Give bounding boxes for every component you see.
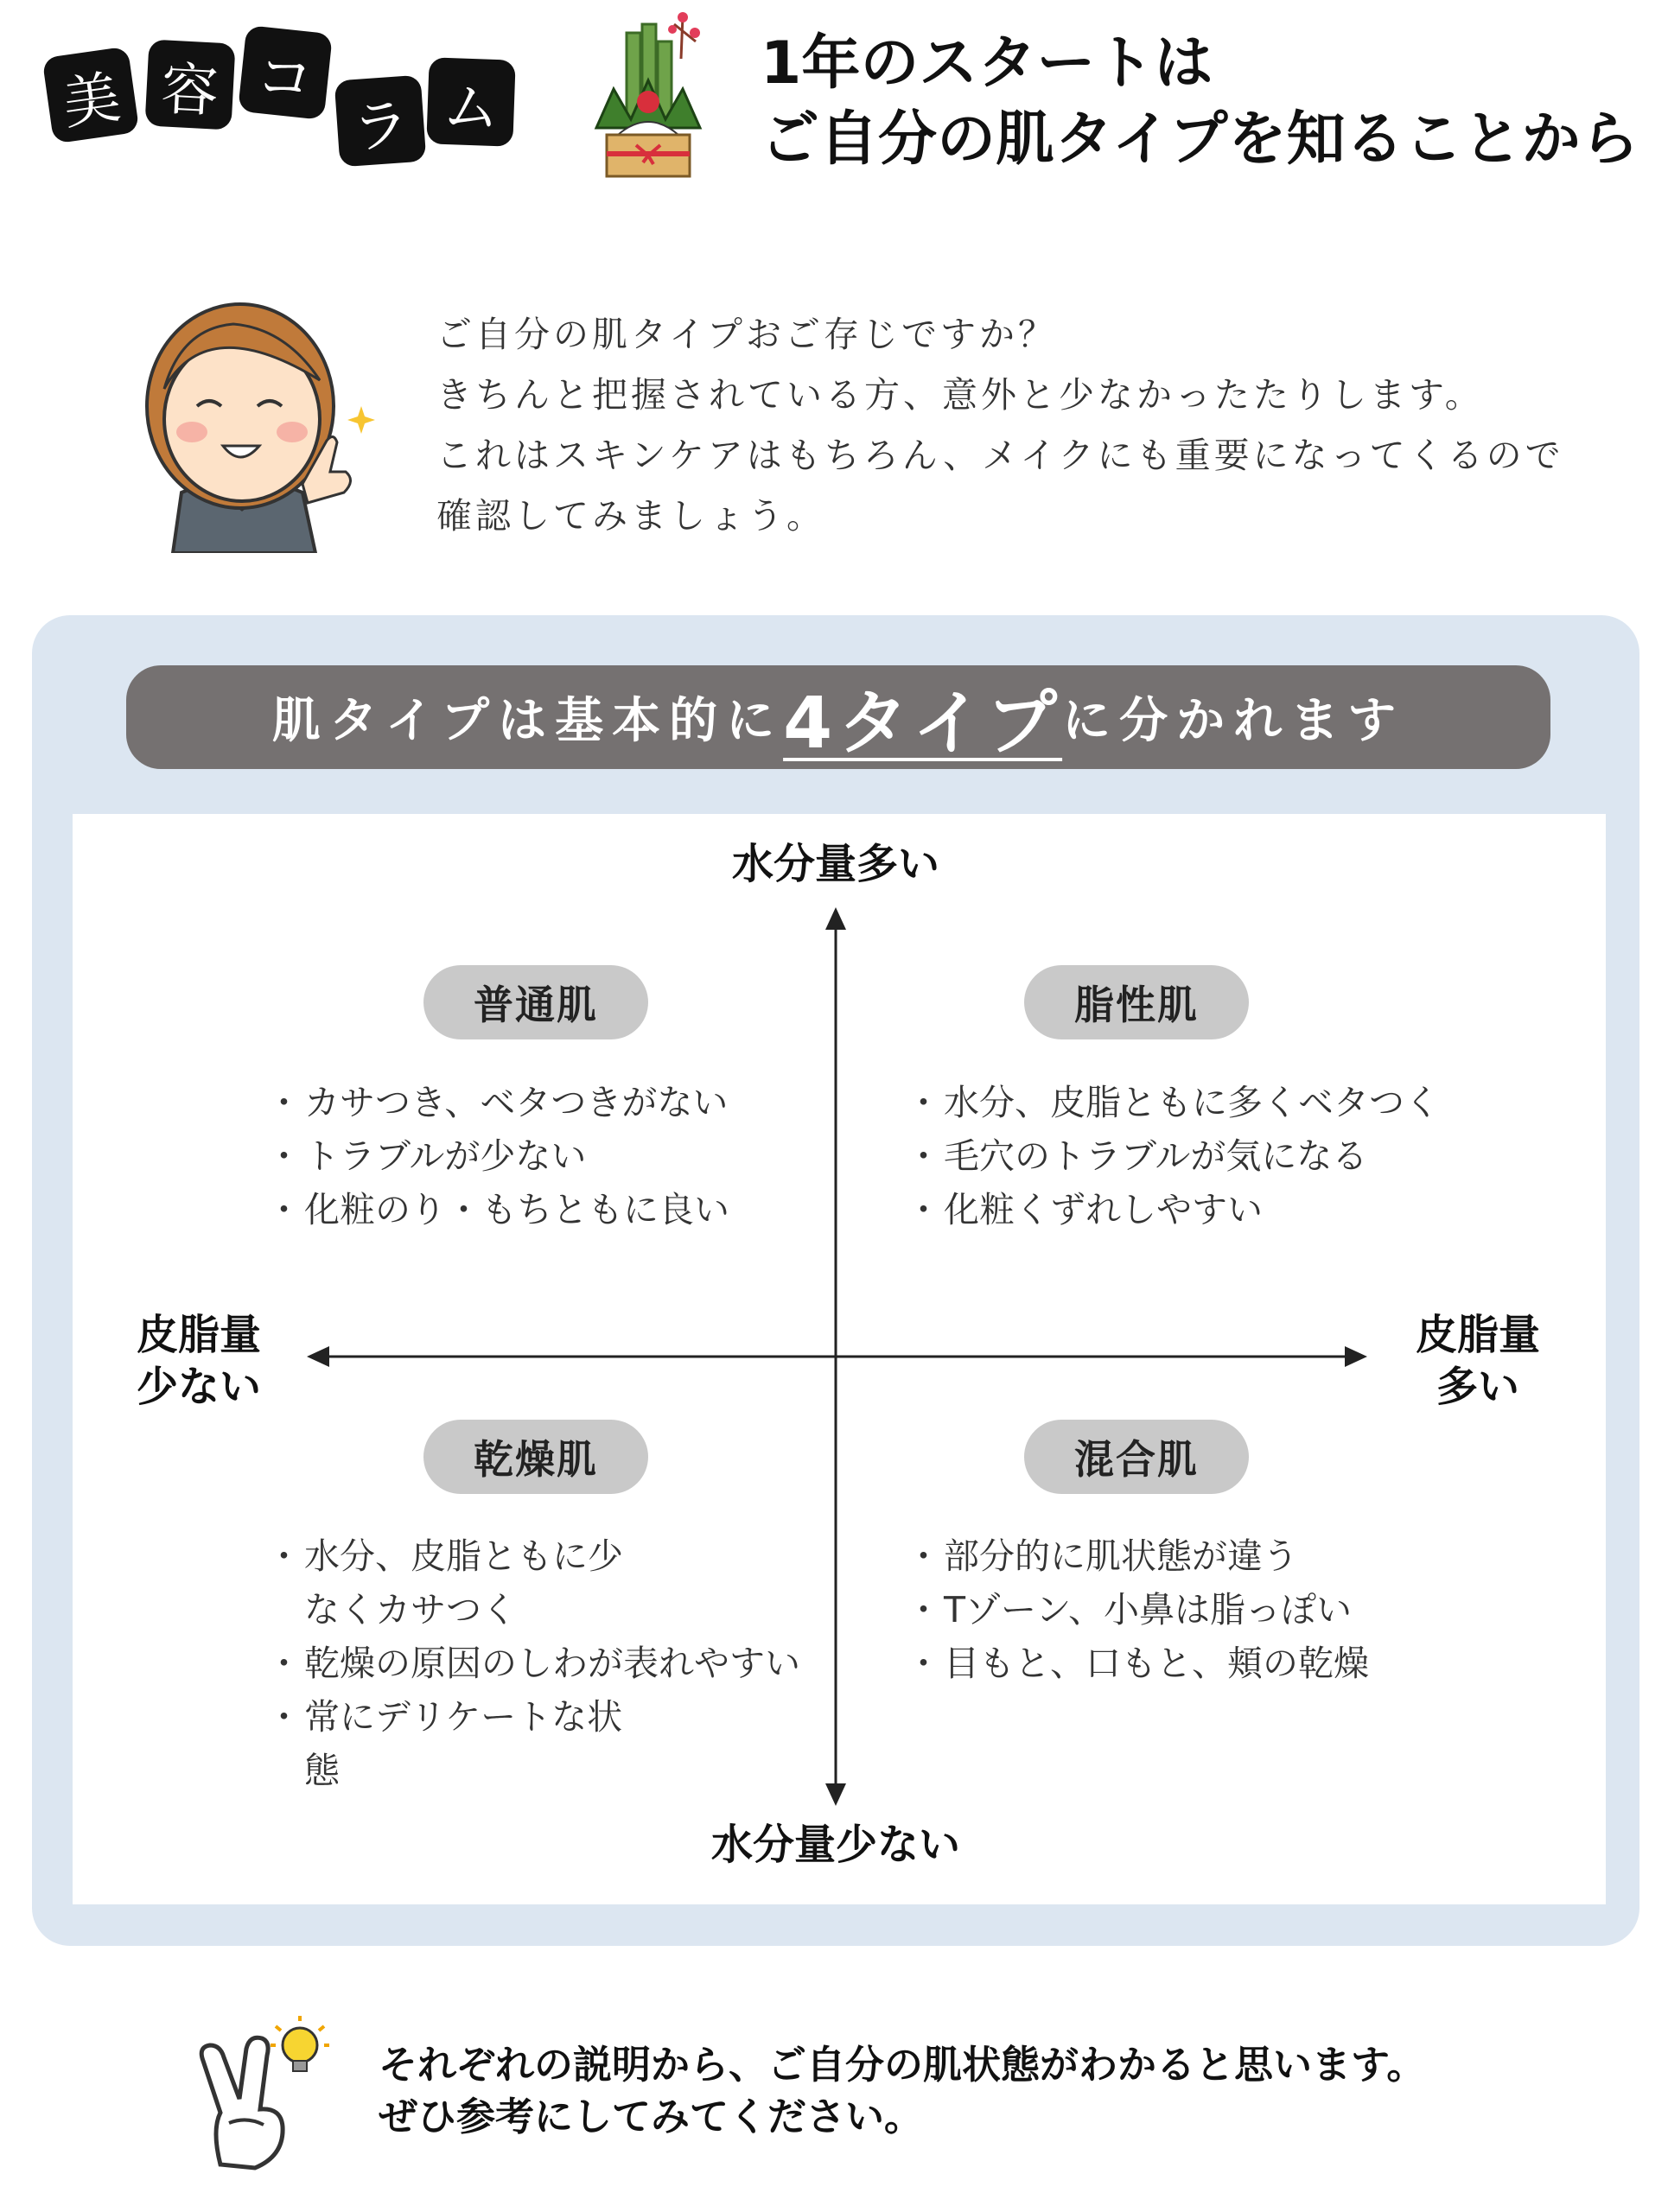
list-item: ・ 化粧くずれしやすい [916,1183,1469,1236]
list-item: ・ 部分的に肌状態が違う [916,1529,1469,1583]
axis-label-top: 水分量多い [731,840,939,888]
list-item: ・ トラブルが少ない [277,1129,795,1183]
list-item: ・ 乾燥の原因のしわが表れやすい [277,1637,857,1690]
axis-label-right-line-2: 多い [1436,1363,1519,1411]
list-item: ・ 目もと、口もと、頬の乾燥 [916,1637,1469,1690]
list-item: ・ 常にデリケートな状態 [277,1690,657,1797]
axis-label-right-line-1: 皮脂量 [1415,1311,1540,1359]
axis-arrow-right [1345,1346,1367,1367]
axis-arrow-left [307,1346,329,1367]
title-tile-3: コ [238,25,333,120]
normal-skin-points [277,1076,795,1236]
banner-suffix: に分かれます [1062,693,1405,749]
title-tile-5: ム [426,57,515,146]
list-item: ・ カサつき、ベタつきがない [277,1076,795,1129]
list-item: ・ 水分、皮脂ともに少なくカサつく [277,1529,657,1637]
list-item: ・ Tゾーン、小鼻は脂っぽい [916,1583,1469,1637]
peace-hand-lightbulb-icon [186,2009,350,2173]
closing-message [379,2039,1632,2143]
intro-line: これはスキンケアはもちろん、メイクにも重要になってくるので [436,435,1564,476]
list-item: ・ 水分、皮脂ともに多くベタつく [916,1076,1469,1129]
axis-label-left-line-2: 少ない [136,1363,261,1411]
list-item: ・ 化粧のり・もちともに良い [277,1183,795,1236]
title-tile-1: 美 [42,47,140,144]
dry-skin-points [277,1529,800,1797]
title-tile-2: 容 [144,39,235,130]
dry-skin-label: 乾燥肌 [423,1420,648,1494]
banner-emphasis: 4タイプ [783,682,1063,765]
axis-label-left [112,1309,285,1413]
title-tile-4: ラ [334,75,427,168]
intro-line: 確認してみましょう。 [436,495,825,537]
combination-skin-points [916,1529,1469,1690]
banner-prefix: 肌タイプは基本的に [271,693,784,749]
normal-skin-label: 普通肌 [423,965,648,1039]
page-title-line-2: ご自分の肌タイプを知ることから [761,105,1639,174]
axis-label-left-line-1: 皮脂量 [136,1311,261,1359]
closing-message-line-1: それぞれの説明から、ご自分の肌状態がわかると思います。 [379,2042,1426,2088]
intro-line: ご自分の肌タイプおご存じですか？ [436,314,1057,355]
closing-message-line-2: ぜひ参考にしてみてください。 [379,2094,924,2139]
page-title-line-1: 1年のスタートは [761,29,1213,98]
intro-line: きちんと把握されている方、意外と少なかったたりします。 [436,374,1484,416]
combination-skin-label: 混合肌 [1024,1420,1249,1494]
axis-label-right [1391,1309,1564,1413]
axis-arrow-down [825,1783,846,1806]
oily-skin-label: 脂性肌 [1024,965,1249,1039]
axis-arrow-up [825,907,846,930]
axis-label-bottom: 水分量少ない [710,1821,960,1869]
oily-skin-points [916,1076,1469,1236]
list-item: ・ 毛穴のトラブルが気になる [916,1129,1469,1183]
